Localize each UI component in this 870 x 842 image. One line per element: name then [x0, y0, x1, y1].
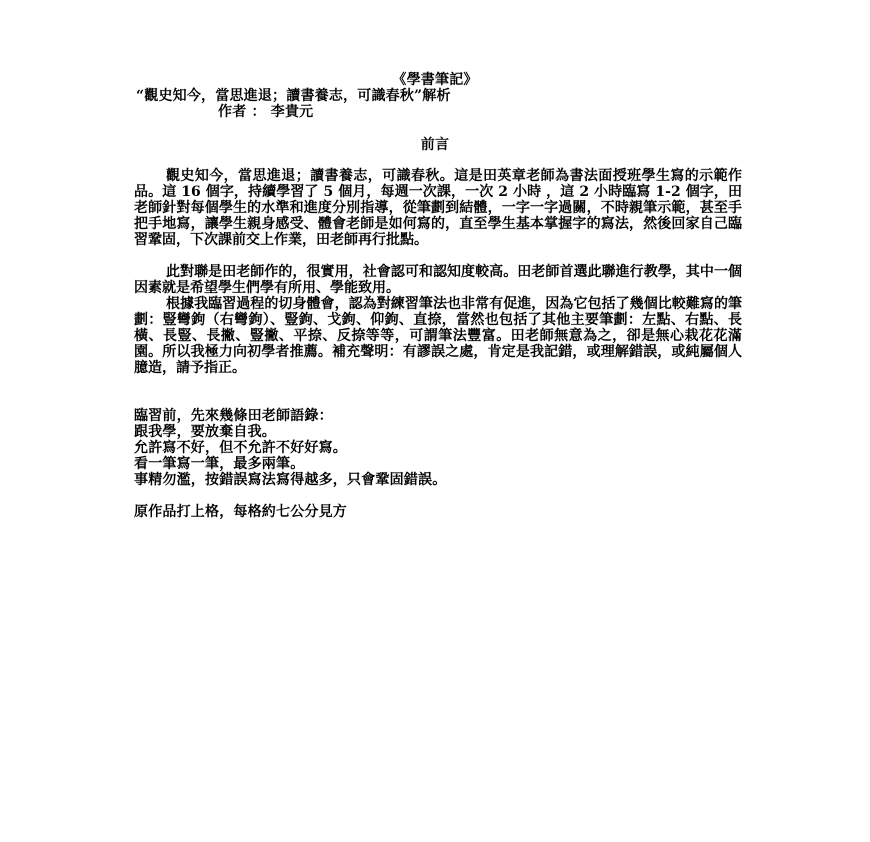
preface-paragraph-2: 此對聯是田老師作的，很實用，社會認可和認知度較高。田老師首選此聯進行教學，其中一個因素就是希望學生們學有所用、學能致用。 — [134, 264, 742, 296]
preface-heading: 前言 — [420, 137, 450, 153]
quotes-intro: 臨習前，先來幾條田老師語錄： — [134, 408, 333, 424]
quote-item: 事精勿濫，按錯誤寫法寫得越多，只會鞏固錯誤。 — [134, 472, 447, 488]
document-title: 《學書筆記》 — [392, 72, 478, 88]
preface-paragraph-1: 觀史知今，當思進退；讀書養志，可識春秋。這是田英章老師為書法面授班學生寫的示範作品。這 16 個字，持續學習了 5 個月，每週一次課，一次 2 小時 ，這 2 小時臨寫 1-2 個字，田老師針對每個學生的水準和進度分別指導，從筆劃到結體，一字一字過關，不時親筆示範，甚至手把手地寫，讓學生親身感受、體會老師是如何寫的，直至學生基本掌握字的寫法，然後回家自己臨習鞏固，下次課前交上作業，田老師再行批點。 — [134, 168, 742, 248]
document-subtitle: “觀史知今，當思進退；讀書養志，可識春秋”解析 — [136, 88, 451, 104]
author-line: 作者 ： 李貴元 — [218, 104, 314, 120]
quote-item: 跟我學，要放棄自我。 — [134, 424, 276, 440]
quote-item: 允許寫不好，但不允許不好好寫。 — [134, 440, 347, 456]
footer-note: 原作品打上格，每格約七公分見方 — [134, 504, 347, 520]
preface-paragraph-3: 根據我臨習過程的切身體會，認為對練習筆法也非常有促進，因為它包括了幾個比較難寫的筆劃：豎彎鉤（右彎鉤）、豎鉤、戈鉤、仰鉤、直捺，當然也包括了其他主要筆劃：左點、右點、長橫、長豎、長撇、豎撇、平捺、反捺等等，可謂筆法豐富。田老師無意為之，卻是無心栽花花滿園。所以我極力向初學者推薦。補充聲明：有謬誤之處，肯定是我記錯，或理解錯誤，或純屬個人臆造，請予指正。 — [134, 296, 742, 376]
quote-item: 看一筆寫一筆，最多兩筆。 — [134, 456, 305, 472]
